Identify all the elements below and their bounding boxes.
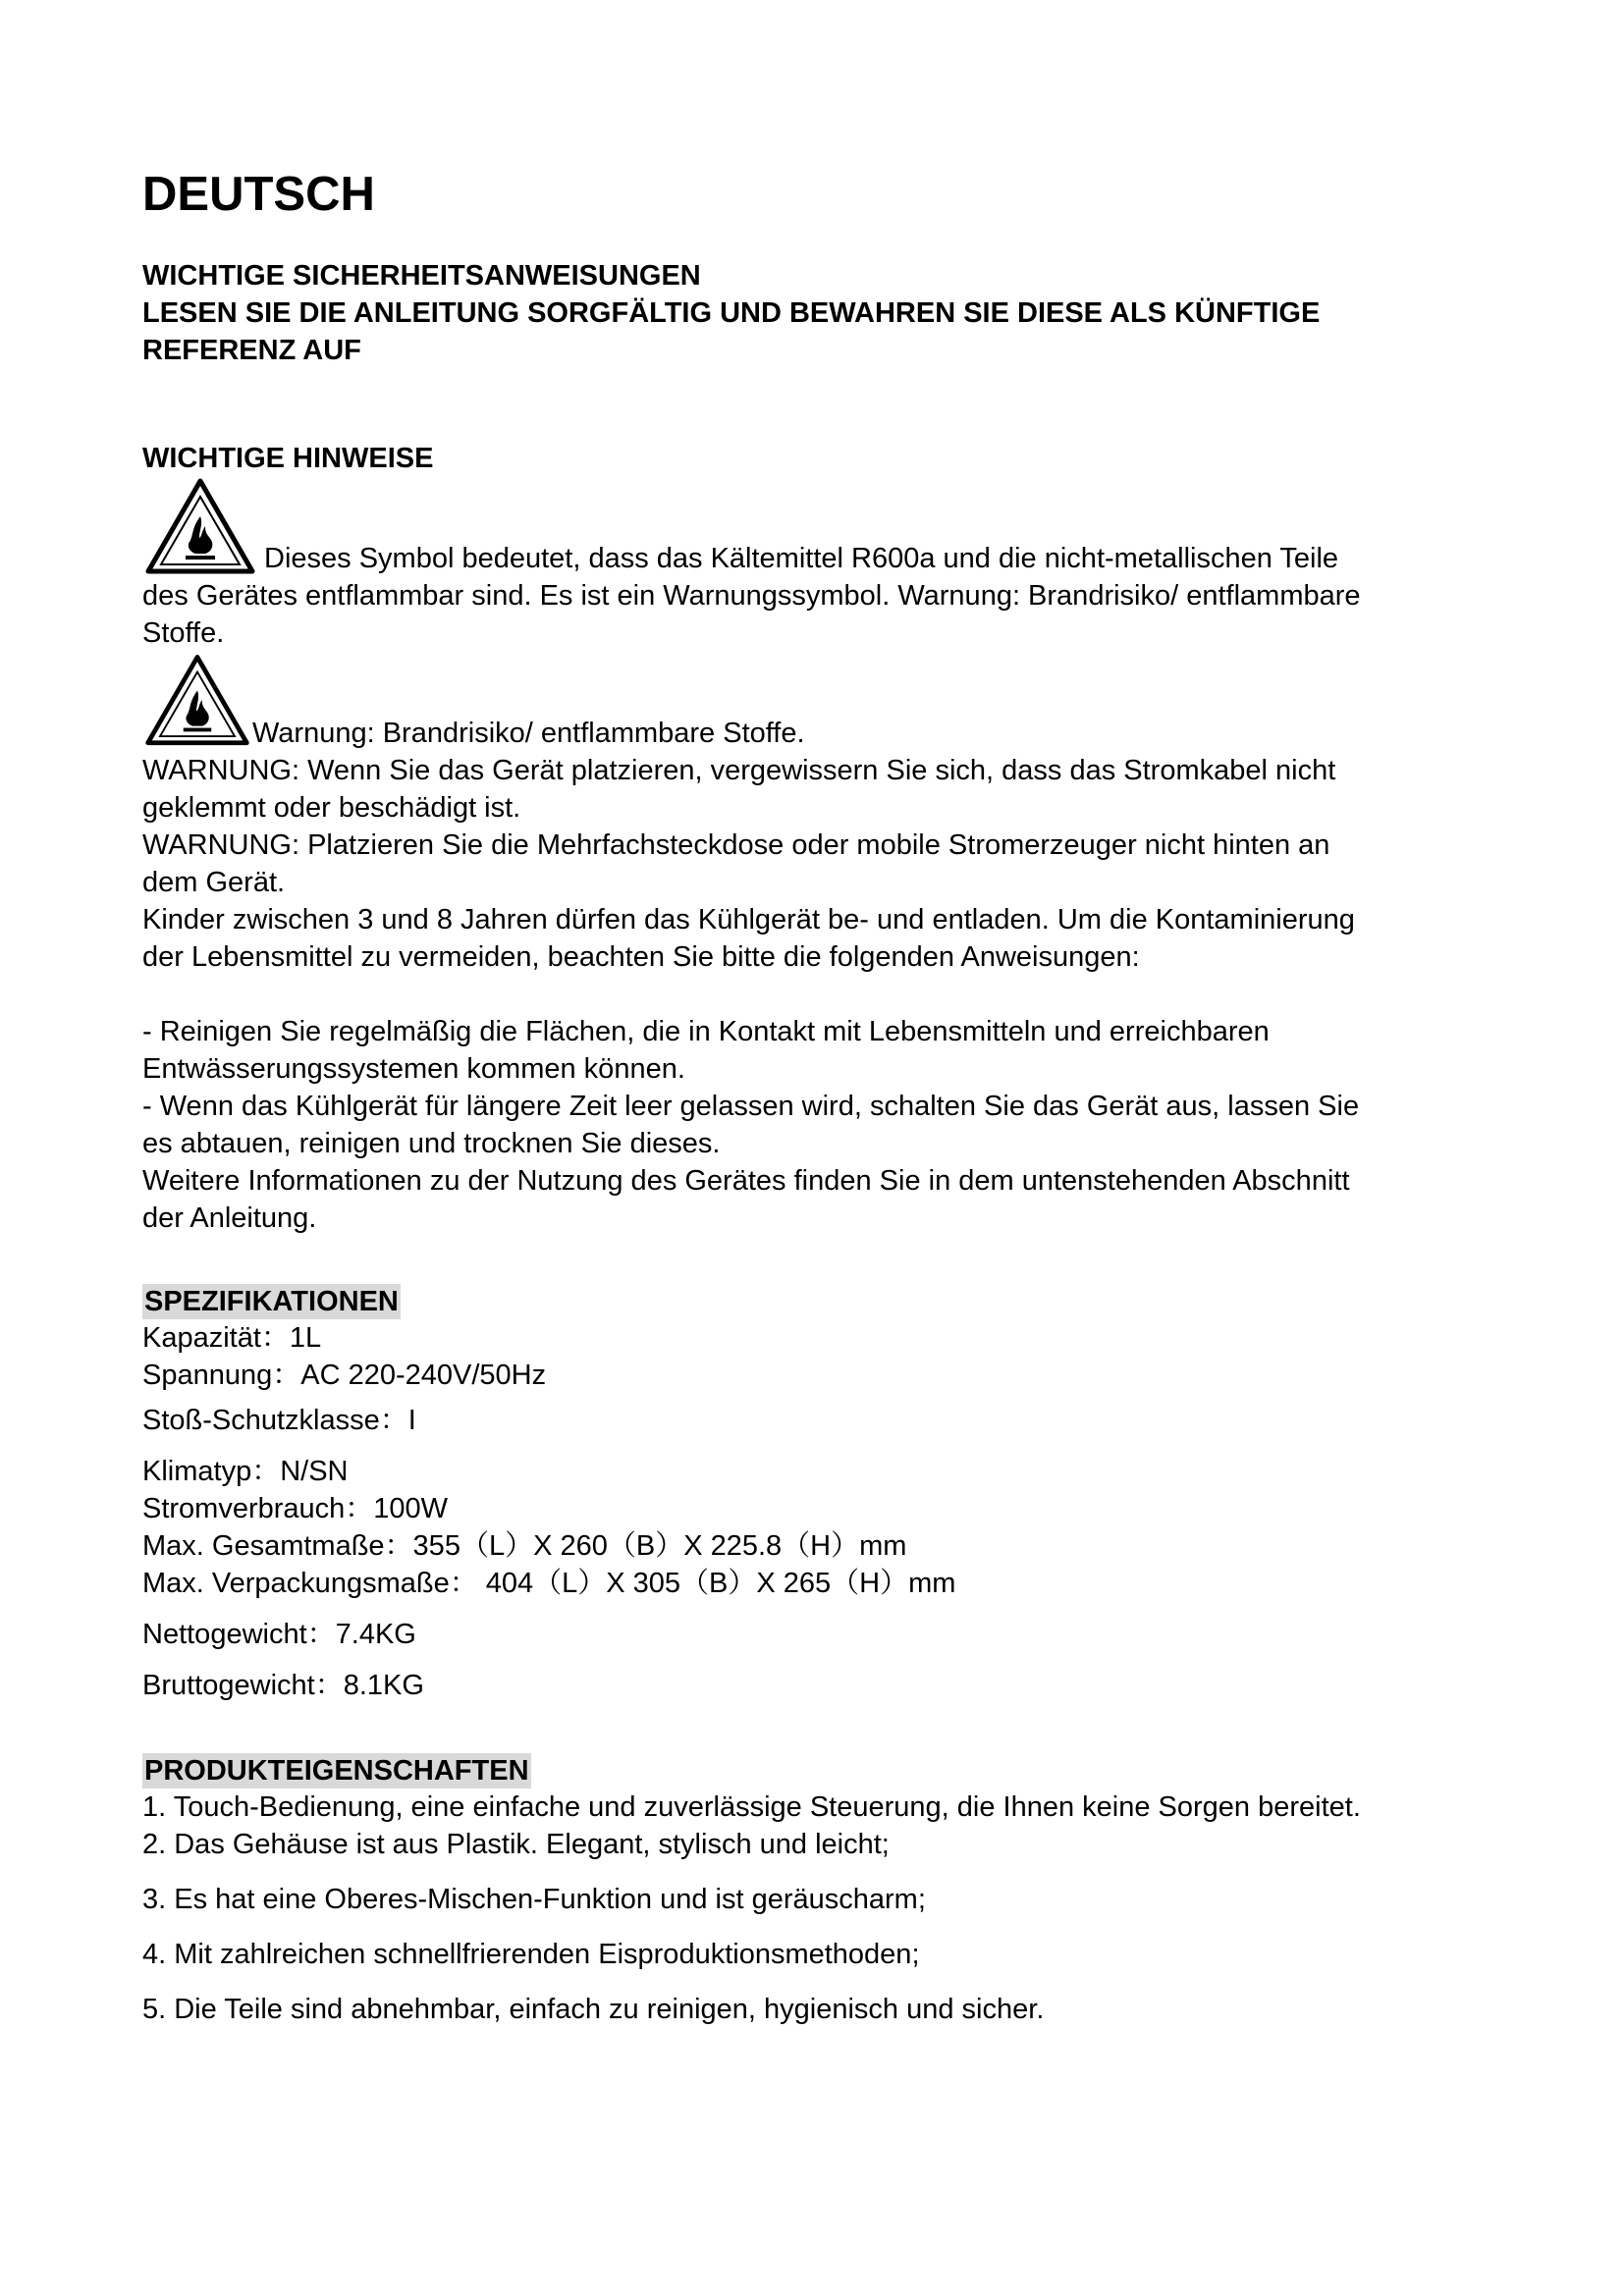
safety-heading-line3: REFERENZ AUF xyxy=(142,335,361,366)
spec-power: Stromverbrauch：100W xyxy=(142,1493,449,1524)
socket-warning-line2: dem Gerät. xyxy=(142,867,286,898)
spec-packaging: Max. Verpackungsmaße： 404（L）X 305（B）X 265（H）mm xyxy=(142,1568,956,1599)
specifications-section xyxy=(142,1284,1488,1704)
features-section xyxy=(142,1753,1488,2028)
clean-note-line2: Entwässerungssystemen kommen können. xyxy=(142,1053,685,1085)
symbol-text-line1: Dieses Symbol bedeutet, dass das Kältemittel R600a und die nicht-metallischen Teile xyxy=(264,543,1339,574)
children-note-line1: Kinder zwischen 3 und 8 Jahren dürfen das Kühlgerät be- und entladen. Um die Kontaminierung xyxy=(142,904,1355,935)
spec-capacity: Kapazität：1L xyxy=(142,1322,322,1354)
fire-warning xyxy=(142,652,1488,752)
info-note-line2: der Anleitung. xyxy=(142,1202,317,1234)
feature-item: 1. Touch-Bedienung, eine einfache und zuverlässige Steuerung, die Ihnen keine Sorgen bereitet. xyxy=(142,1791,1361,1823)
features-heading: PRODUKTEIGENSCHAFTEN xyxy=(144,1755,529,1787)
spec-protection-class: Stoß-Schutzklasse：I xyxy=(142,1405,416,1436)
page-title: DEUTSCH xyxy=(142,168,375,221)
feature-item: 3. Es hat eine Oberes-Mischen-Funktion und ist geräuscharm; xyxy=(142,1884,926,1915)
socket-warning-line1: WARNUNG: Platzieren Sie die Mehrfachsteckdose oder mobile Stromerzeuger nicht hinten an xyxy=(142,829,1330,861)
fire-warning-text: Warnung: Brandrisiko/ entflammbare Stoffe. xyxy=(252,718,805,749)
safety-heading-line1: WICHTIGE SICHERHEITSANWEISUNGEN xyxy=(142,260,701,292)
clean-note-line1: - Reinigen Sie regelmäßig die Flächen, die in Kontakt mit Lebensmitteln und erreichbaren xyxy=(142,1016,1270,1047)
document-page xyxy=(142,165,1488,2028)
spec-dimensions: Max. Gesamtmaße：355（L）X 260（B）X 225.8（H）mm xyxy=(142,1530,907,1562)
empty-note-line1: - Wenn das Kühlgerät für längere Zeit leer gelassen wird, schalten Sie das Gerät aus, lassen Sie xyxy=(142,1091,1360,1122)
cable-warning-line2: geklemmt oder beschädigt ist. xyxy=(142,792,521,824)
flammable-warning-icon xyxy=(142,652,252,752)
symbol-text-line3: Stoffe. xyxy=(142,617,225,649)
spec-net-weight: Nettogewicht：7.4KG xyxy=(142,1619,416,1650)
flammable-warning-icon xyxy=(142,477,258,577)
safety-header xyxy=(142,257,1488,369)
cable-warning-line1: WARNUNG: Wenn Sie das Gerät platzieren, vergewissern Sie sich, dass das Stromkabel nicht xyxy=(142,755,1336,786)
feature-item: 2. Das Gehäuse ist aus Plastik. Elegant, stylisch und leicht; xyxy=(142,1829,890,1860)
safety-heading-line2: LESEN SIE DIE ANLEITUNG SORGFÄLTIG UND BEWAHREN SIE DIESE ALS KÜNFTIGE xyxy=(142,297,1321,329)
notes-heading: WICHTIGE HINWEISE xyxy=(142,443,434,474)
symbol-explanation xyxy=(142,477,1488,652)
spec-climate-type: Klimatyp：N/SN xyxy=(142,1456,349,1487)
feature-item: 5. Die Teile sind abnehmbar, einfach zu reinigen, hygienisch und sicher. xyxy=(142,1994,1045,2025)
children-note-line2: der Lebensmittel zu vermeiden, beachten Sie bitte die folgenden Anweisungen: xyxy=(142,941,1140,973)
empty-note-line2: es abtauen, reinigen und trocknen Sie dieses. xyxy=(142,1128,721,1159)
feature-item: 4. Mit zahlreichen schnellfrierenden Eisproduktionsmethoden; xyxy=(142,1939,920,1970)
specifications-heading: SPEZIFIKATIONEN xyxy=(144,1286,399,1317)
spec-voltage: Spannung：AC 220-240V/50Hz xyxy=(142,1360,547,1391)
spec-gross-weight: Bruttogewicht：8.1KG xyxy=(142,1670,424,1701)
info-note-line1: Weitere Informationen zu der Nutzung des Gerätes finden Sie in dem untenstehenden Abschnitt xyxy=(142,1165,1350,1197)
symbol-text-line2: des Gerätes entflammbar sind. Es ist ein Warnungssymbol. Warnung: Brandrisiko/ entflammbare xyxy=(142,580,1361,612)
